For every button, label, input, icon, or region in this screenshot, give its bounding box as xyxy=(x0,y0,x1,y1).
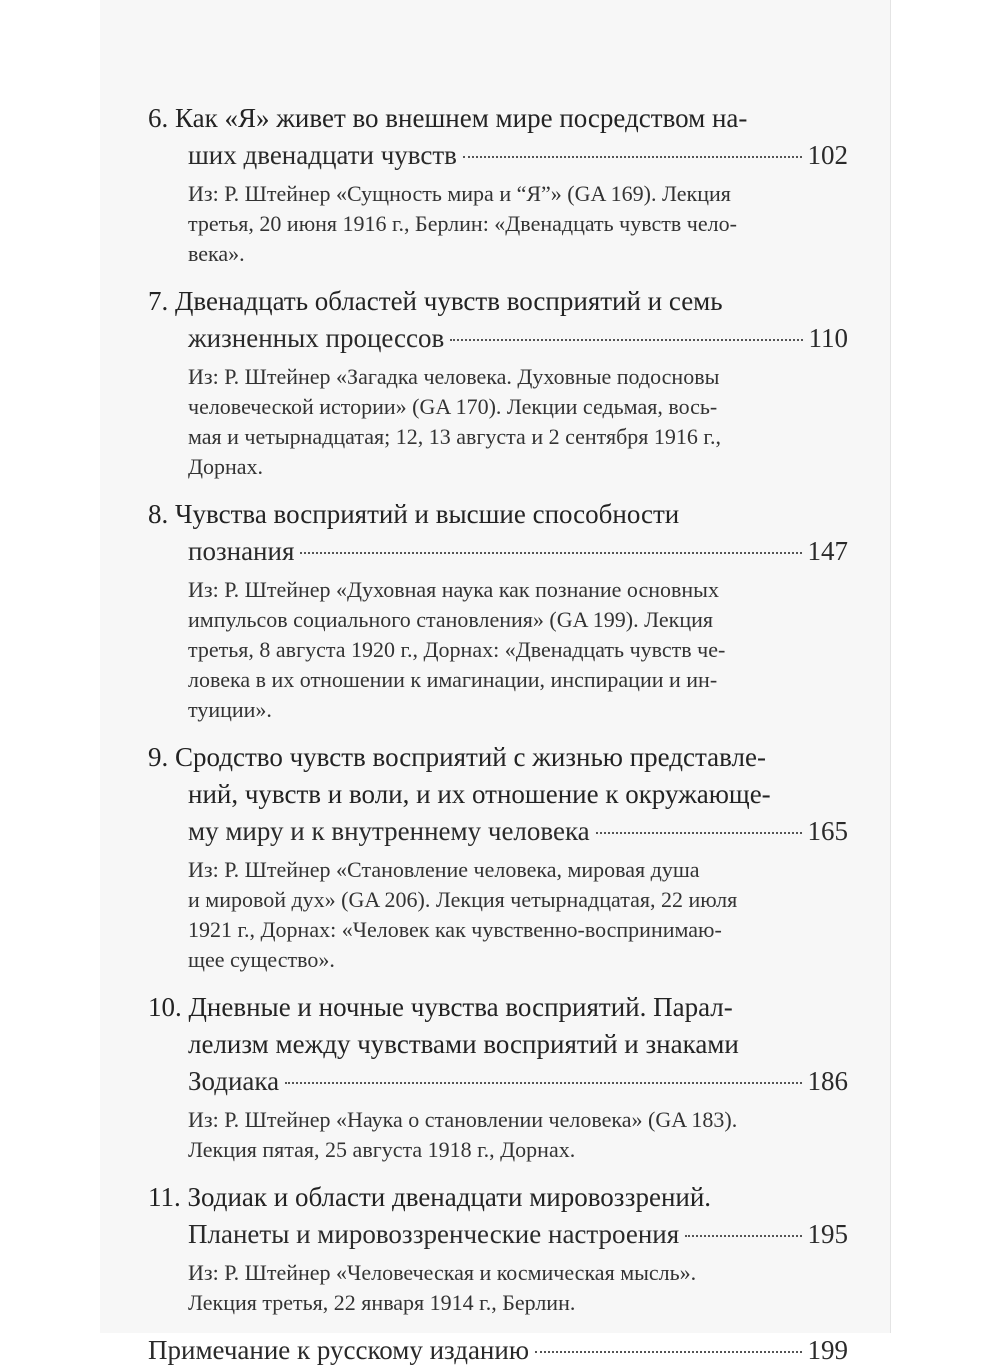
entry-page-row xyxy=(148,533,848,570)
toc-entry xyxy=(148,1179,848,1318)
source-line: Из: Р. Штейнер «Наука о становлении человека» (GA 183). xyxy=(188,1107,738,1132)
source-note xyxy=(148,1105,848,1165)
source-line: Из: Р. Штейнер «Сущность мира и “Я”» (GA 169). Лекция xyxy=(188,181,731,206)
dot-leader xyxy=(596,832,802,834)
source-line: щее существо». xyxy=(188,947,335,972)
footer-entry xyxy=(148,1332,848,1369)
entry-title-line: 8. Чувства восприятий и высшие способности xyxy=(148,499,680,529)
source-line: века». xyxy=(188,241,245,266)
source-line: мая и четырнадцатая; 12, 13 августа и 2 сентября 1916 г., xyxy=(188,424,721,449)
source-note xyxy=(148,575,848,725)
source-line: Лекция третья, 22 января 1914 г., Берлин. xyxy=(188,1290,576,1315)
source-line: Из: Р. Штейнер «Человеческая и космическая мысль». xyxy=(188,1260,697,1285)
toc-entry xyxy=(148,739,848,975)
page-number: 195 xyxy=(807,1219,848,1249)
entry-title-line: 9. Сродство чувств восприятий с жизнью представле- xyxy=(148,742,766,772)
entry-title-last-line: ших двенадцати чувств xyxy=(188,140,457,170)
entry-title-line: 6. Как «Я» живет во внешнем мире посредством на- xyxy=(148,103,748,133)
dot-leader xyxy=(535,1351,801,1353)
toc-entry xyxy=(148,989,848,1165)
entry-title-line: 11. Зодиак и области двенадцати мировоззрений. xyxy=(148,1182,712,1212)
source-line: импульсов социального становления» (GA 199). Лекция xyxy=(188,607,713,632)
source-line: ловека в их отношении к имагинации, инспирации и ин- xyxy=(188,667,718,692)
entry-page-row xyxy=(148,1216,848,1253)
page-number: 102 xyxy=(807,140,848,170)
source-line: человеческой истории» (GA 170). Лекции седьмая, вось- xyxy=(188,394,718,419)
source-line: Дорнах. xyxy=(188,454,264,479)
dot-leader xyxy=(450,339,802,341)
entry-title-last-line: Планеты и мировоззренческие настроения xyxy=(188,1219,680,1249)
entry-page-row xyxy=(148,813,848,850)
entry-title-last-line: жизненных процессов xyxy=(188,323,445,353)
source-line: Лекция пятая, 25 августа 1918 г., Дорнах. xyxy=(188,1137,576,1162)
source-line: и мировой дух» (GA 206). Лекция четырнадцатая, 22 июля xyxy=(188,887,738,912)
entry-title-line: 7. Двенадцать областей чувств восприятий и семь xyxy=(148,286,723,316)
entry-page-row xyxy=(148,137,848,174)
page-number: 165 xyxy=(807,816,848,846)
entry-title-last-line: познания xyxy=(188,536,295,566)
source-note xyxy=(148,179,848,269)
source-line: Из: Р. Штейнер «Духовная наука как познание основных xyxy=(188,577,719,602)
toc-entry xyxy=(148,100,848,269)
toc-entry xyxy=(148,283,848,482)
footer-title: Примечание к русскому изданию xyxy=(148,1335,530,1365)
entry-page-row xyxy=(148,1063,848,1100)
entry-title-last-line: Зодиака xyxy=(188,1066,280,1096)
dot-leader xyxy=(685,1235,801,1237)
entry-title-last-line: му миру и к внутреннему человека xyxy=(188,816,590,846)
toc-entry xyxy=(148,496,848,725)
dot-leader xyxy=(285,1082,801,1084)
page-number: 147 xyxy=(807,536,848,566)
page-number: 186 xyxy=(807,1066,848,1096)
source-line: Из: Р. Штейнер «Становление человека, мировая душа xyxy=(188,857,700,882)
source-note xyxy=(148,1258,848,1318)
source-line: 1921 г., Дорнах: «Человек как чувственно-воспринимаю- xyxy=(188,917,722,942)
table-of-contents xyxy=(148,100,848,1369)
page-number: 199 xyxy=(807,1335,848,1365)
source-line: третья, 20 июня 1916 г., Берлин: «Двенадцать чувств чело- xyxy=(188,211,737,236)
dot-leader xyxy=(300,552,801,554)
entry-title-line: 10. Дневные и ночные чувства восприятий. Парал- xyxy=(148,992,733,1022)
entry-page-row xyxy=(148,320,848,357)
source-line: туиции». xyxy=(188,697,272,722)
page-number: 110 xyxy=(808,323,848,353)
entry-title-line: лелизм между чувствами восприятий и знаками xyxy=(188,1029,739,1059)
source-note xyxy=(148,362,848,482)
source-note xyxy=(148,855,848,975)
source-line: Из: Р. Штейнер «Загадка человека. Духовные подосновы xyxy=(188,364,720,389)
source-line: третья, 8 августа 1920 г., Дорнах: «Двенадцать чувств че- xyxy=(188,637,726,662)
entry-title-line: ний, чувств и воли, и их отношение к окружающе- xyxy=(188,779,771,809)
dot-leader xyxy=(463,156,802,158)
